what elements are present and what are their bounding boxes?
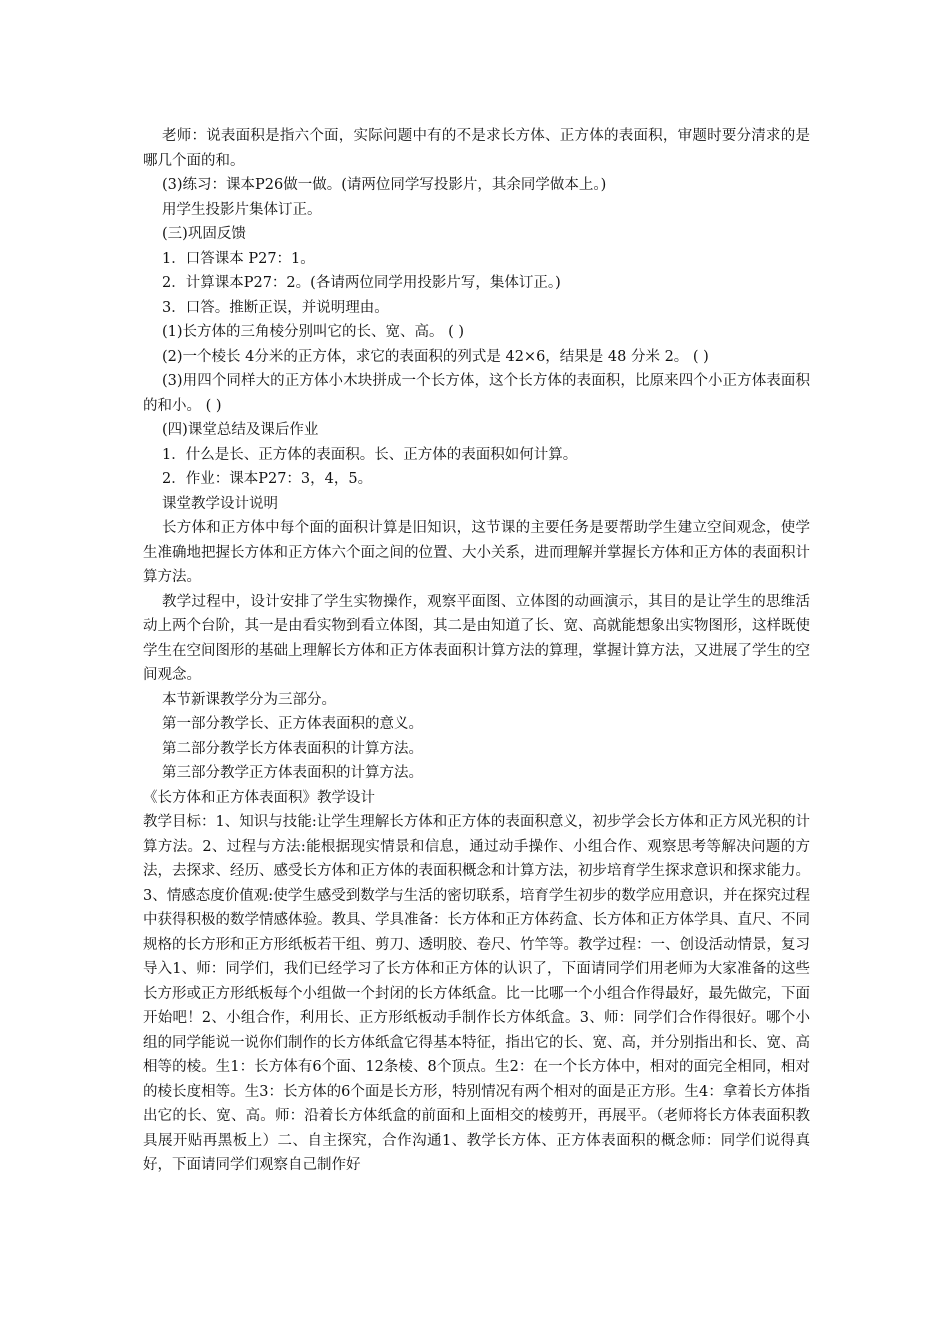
question-item: (1)长方体的三角棱分别叫它的长、宽、高。 ( ) [162,324,465,340]
list-item: 1．口答课本 P27：1。 [162,250,315,267]
question-item: (3)用四个同样大的正方体小木块拼成一个长方体，这个长方体的表面积，比原来四个小正方体表面积的和小。 ( ) [143,373,810,414]
section-heading: (三)巩固反馈 [162,226,246,242]
paragraph: 本节新课教学分为三部分。 [162,691,336,708]
list-item: 3．口答。推断正误，并说明理由。 [162,299,389,316]
list-item: 2．作业：课本P27：3，4，5。 [162,471,373,487]
paragraph: 长方体和正方体中每个面的面积计算是旧知识，这节课的主要任务是要帮助学生建立空间观念，使学生准确地把握长方体和正方体六个面之间的位置、大小关系，进而理解并掌握长方体和正方体的表面积计算方法。 [143,520,810,585]
paragraph: 第一部分教学长、正方体表面积的意义。 [162,716,423,732]
paragraph: 老师：说表面积是指六个面，实际问题中有的不是求长方体、正方体的表面积，审题时要分清求的是哪几个面的和。 [143,128,810,169]
paragraph: (3)练习：课本P26做一做。(请两位同学写投影片，其余同学做本上。) [162,177,607,193]
section-heading: (四)课堂总结及课后作业 [162,422,319,438]
list-item: 2．计算课本P27：2。(各请两位同学用投影片写，集体订正。) [162,275,561,291]
question-item: (2)一个棱长 4分米的正方体，求它的表面积的列式是 42×6，结果是 48 分米 2。 ( ) [162,348,709,365]
paragraph: 第二部分教学长方体表面积的计算方法。 [162,740,423,757]
document-title: 《长方体和正方体表面积》教学设计 [143,789,375,806]
paragraph: 教学过程中，设计安排了学生实物操作，观察平面图、立体图的动画演示，其目的是让学生的思维活动上两个台阶，其一是由看实物到看立体图，其二是由知道了长、宽、高就能想象出实物图形，这样既使学生在空间图形的基础上理解长方体和正方体表面积计算方法的算理，掌握计算方法，又进展了学生的空间观念。 [143,593,810,683]
paragraph: 用学生投影片集体订正。 [162,201,322,218]
section-heading: 课堂教学设计说明 [162,495,278,512]
list-item: 1．什么是长、正方体的表面积。长、正方体的表面积如何计算。 [162,446,578,463]
paragraph: 教学目标：1、知识与技能:让学生理解长方体和正方体的表面积意义，初步学会长方体和正方风光积的计算方法。2、过程与方法:能根据现实情景和信息，通过动手操作、小组合作、观察思考等解决问题的方法，去探求、经历、感受长方体和正方体的表面积概念和计算方法，初步培育学生探求意识和探求能力。3、情感态度价值观:使学生感受到数学与生活的密切联系，培育学生初步的数学应用意识，并在探究过程中获得积极的数学情感体验。教具、学具准备：长方体和正方体药盒、长方体和正方体学具、直尺、不同规格的长方形和正方形纸板若干组、剪刀、透明胶、卷尺、竹竿等。教学过程：一、创设活动情景，复习导入1、师：同学们，我们已经学习了长方体和正方体的认识了，下面请同学们用老师为大家准备的这些长方形或正方形纸板每个小组做一个封闭的长方体纸盒。比一比哪一个小组合作得最好，最先做完，下面开始吧！2、小组合作，利用长、正方形纸板动手制作长方体纸盒。3、师：同学们合作得很好。哪个小组的同学能说一说你们制作的长方体纸盒它得基本特征，指出它的长、宽、高，并分别指出和长、宽、高相等的棱。生1：长方体有6个面、12条棱、8个顶点。生2：在一个长方体中，相对的面完全相同，相对的棱长度相等。生3：长方体的6个面是长方形，特别情况有两个相对的面是正方形。生4：拿着长方体指出它的长、宽、高。师：沿着长方体纸盒的前面和上面相交的棱剪开，再展平。（老师将长方体表面积教具展开贴再黑板上）二、自主探究，合作沟通1、教学长方体、正方体表面积的概念师：同学们说得真好，下面请同学们观察自己制作好 [143,814,810,1173]
document-body [143,124,810,1178]
paragraph: 第三部分教学正方体表面积的计算方法。 [162,765,423,781]
